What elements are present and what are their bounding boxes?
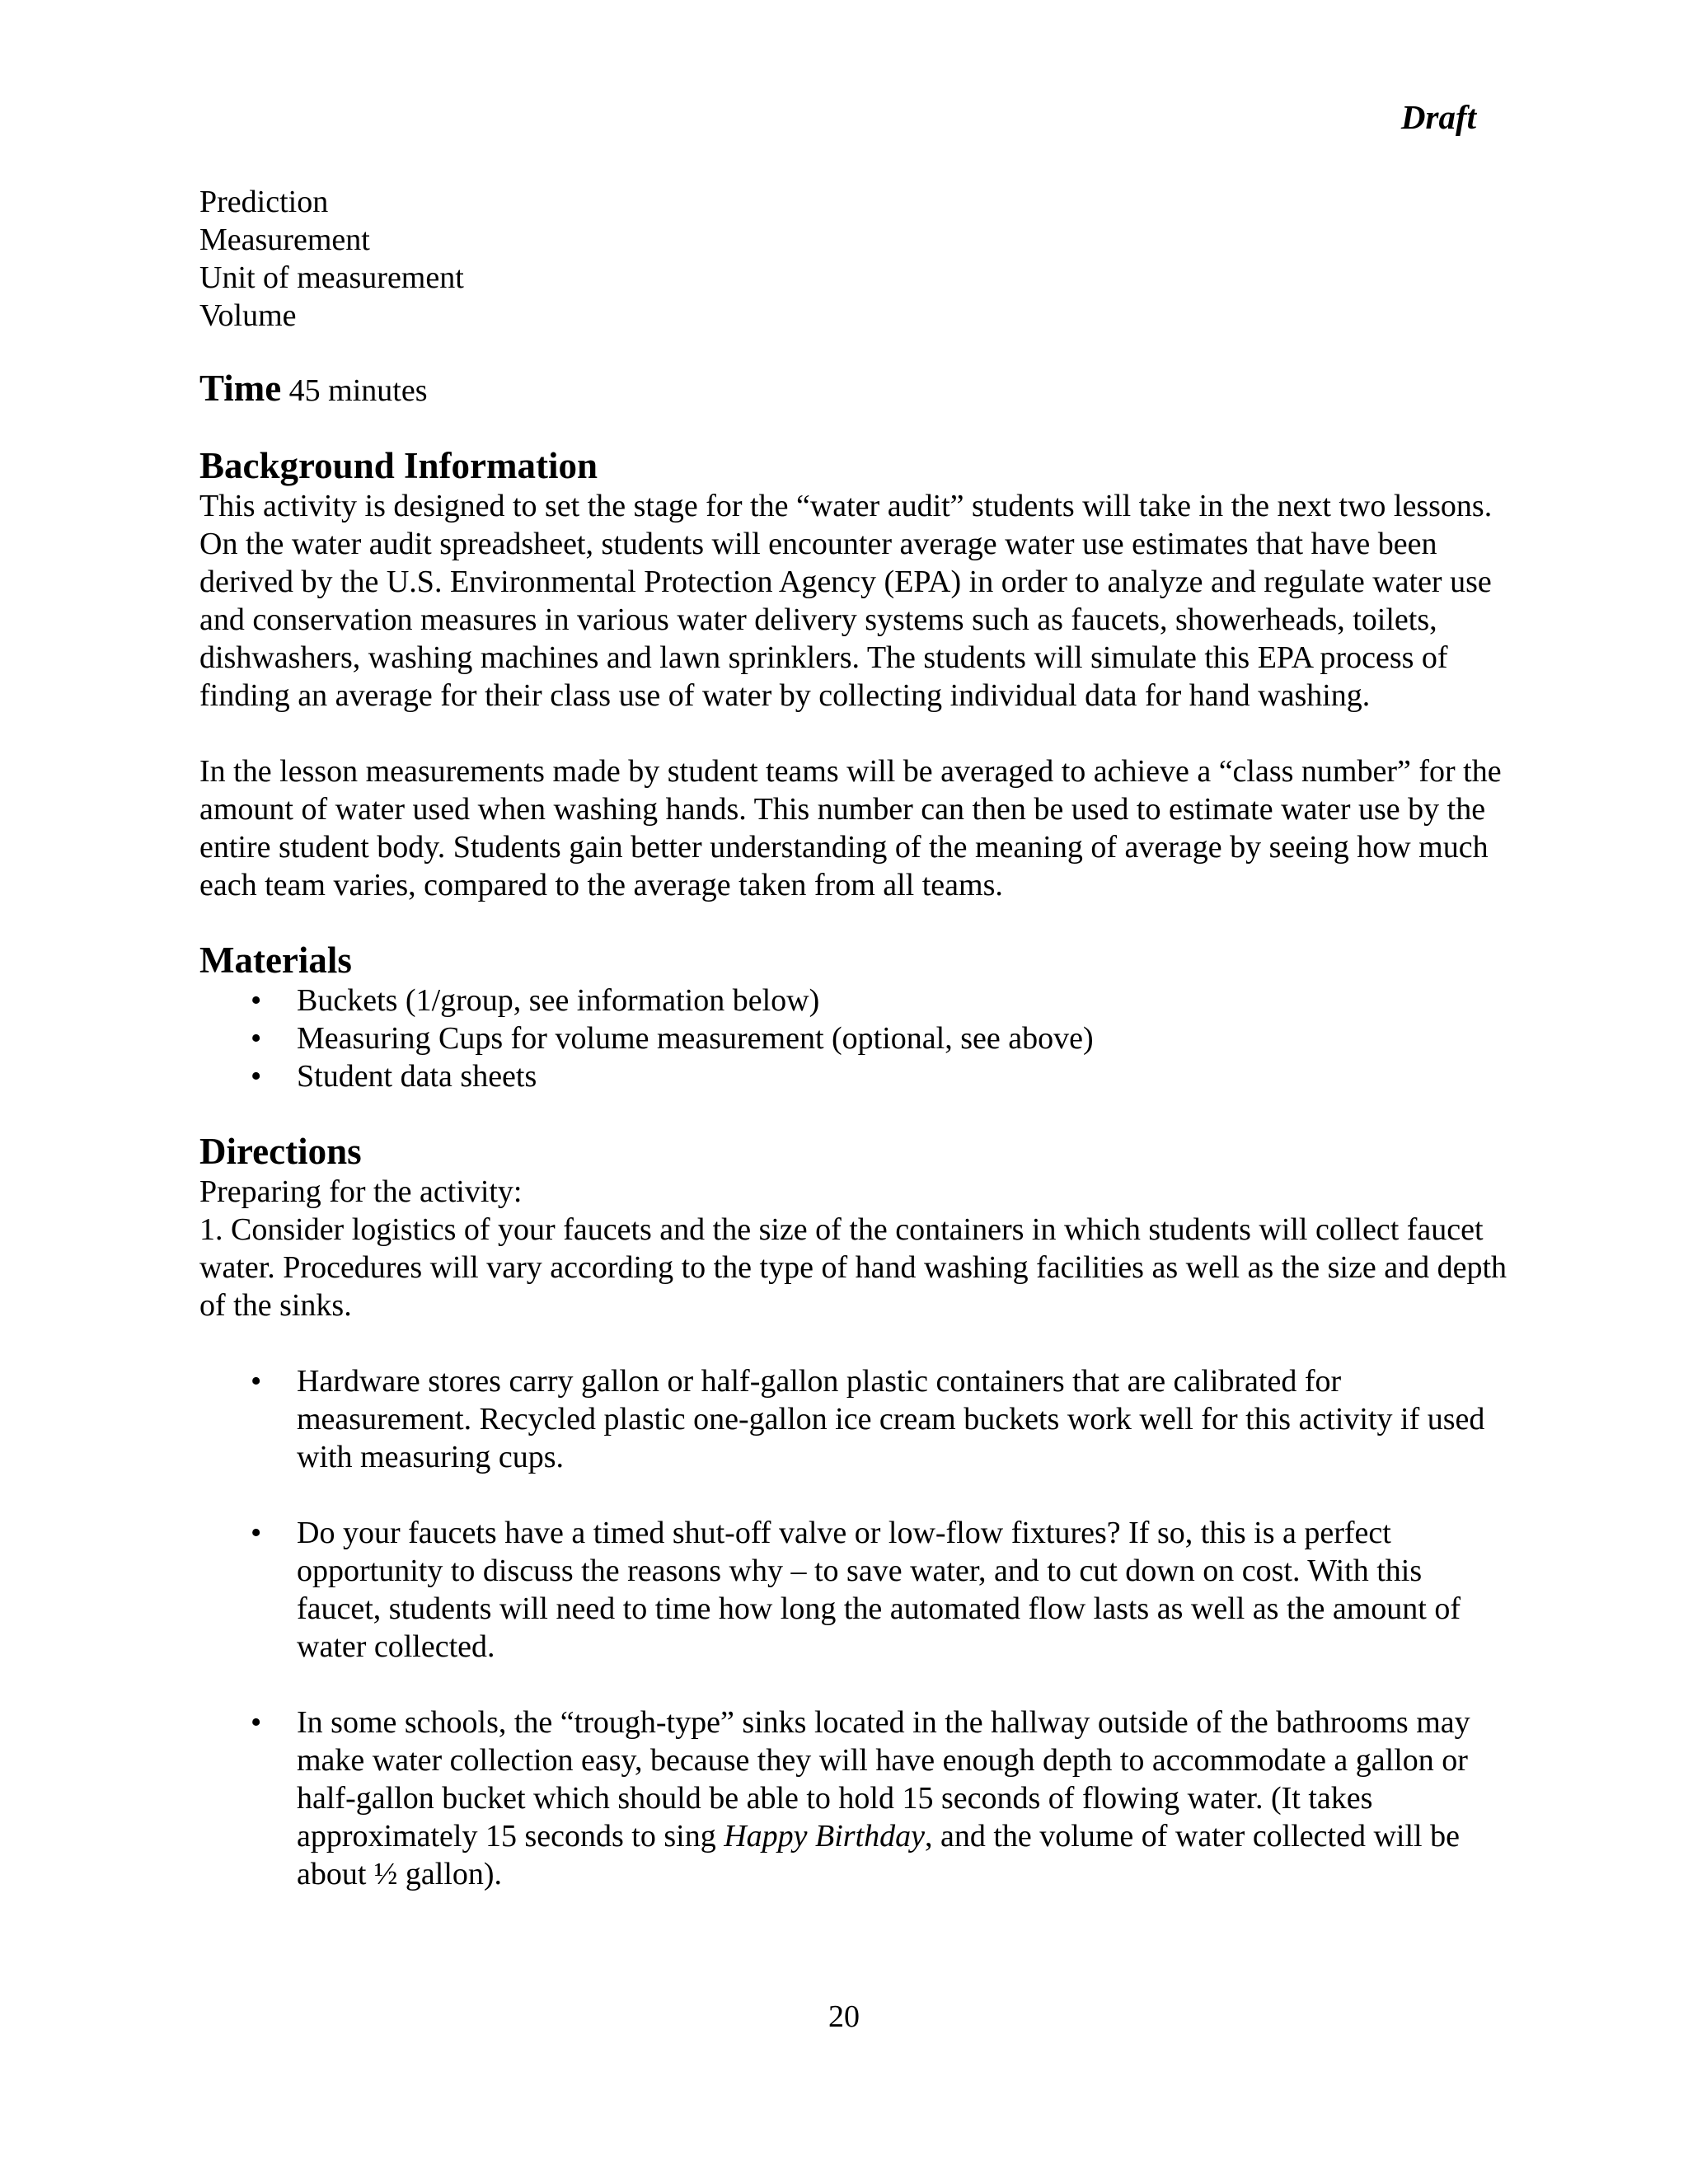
background-paragraph: This activity is designed to set the stage for the “water audit” students will take in the next two lessons. On the water audit spreadsheet, students will encounter average water use estimates that have been derived by the U.S. Environmental Protection Agency (EPA) in order to analyze and regulate water use and conservation measures in various water delivery systems such as faucets, showerheads, toilets, dishwashers, washing machines and lawn sprinklers. The students will simulate this EPA process of finding an average for their class use of water by collecting individual data for hand washing.	[199, 489, 1493, 713]
background-paragraph: In the lesson measurements made by student teams will be averaged to achieve a “class number” for the amount of water used when washing hands. This number can then be used to estimate water use by the entire student body. Students gain better understanding of the meaning of average by seeing how much each team varies, compared to the average taken from all teams.	[199, 754, 1502, 902]
materials-list	[199, 982, 1510, 1095]
directions-bullet-item: • Hardware stores carry gallon or half-gallon plastic containers that are calibrated for measurement. Recycled plastic one-gallon ice cream buckets work well for this activity if used with measuring cups.	[199, 1362, 1510, 1476]
draft-label: Draft	[1400, 98, 1476, 136]
materials-item: • Measuring Cups for volume measurement (optional, see above)	[199, 1019, 1510, 1057]
time-section	[199, 369, 1510, 410]
materials-item: • Buckets (1/group, see information below)	[199, 982, 1510, 1019]
page-number: 20	[828, 1999, 860, 2034]
directions-step: 1. Consider logistics of your faucets and the size of the containers in which students will collect faucet water. Procedures will vary according to the type of hand washing facilities as well as the size and depth of the sinks.	[199, 1212, 1507, 1323]
background-section	[199, 444, 1510, 904]
vocabulary-item: Measurement	[199, 223, 370, 257]
trough-text: In some schools, the “trough-type” sinks located in the hallway outside of the bathrooms may make water collection easy, because they will have enough depth to accommodate a gallon or half-gallon bucket which should be able to hold 15 seconds of flowing water. (It takes approximately 15 seconds to sing	[297, 1705, 1470, 1854]
materials-item: • Student data sheets	[199, 1057, 1510, 1095]
materials-heading: Materials	[199, 940, 352, 981]
directions-bullet-item: • Do your faucets have a timed shut-off valve or low-flow fixtures? If so, this is a perfect opportunity to discuss the reasons why – to save water, and to cut down on cost. With this faucet, students will need to time how long the automated flow lasts as well as the amount of water collected.	[199, 1514, 1510, 1666]
time-heading: Time	[199, 368, 282, 409]
song-title: Happy Birthday	[724, 1819, 925, 1854]
directions-bullet-item	[199, 1704, 1510, 1893]
directions-section	[199, 1130, 1510, 1893]
directions-heading: Directions	[199, 1131, 362, 1172]
page-content	[199, 183, 1510, 1893]
trough-text: , and the volume of water collected will be about ½ gallon).	[297, 1819, 1460, 1891]
vocabulary-item: Unit of measurement	[199, 260, 464, 295]
time-value: 45 minutes	[288, 373, 428, 408]
vocabulary-item: Prediction	[199, 185, 329, 219]
materials-section	[199, 939, 1510, 1095]
vocabulary-item: Volume	[199, 298, 297, 333]
directions-bullet-list	[199, 1362, 1510, 1893]
vocabulary-list	[199, 183, 1510, 335]
directions-intro: Preparing for the activity:	[199, 1174, 523, 1209]
background-heading: Background Information	[199, 445, 598, 486]
